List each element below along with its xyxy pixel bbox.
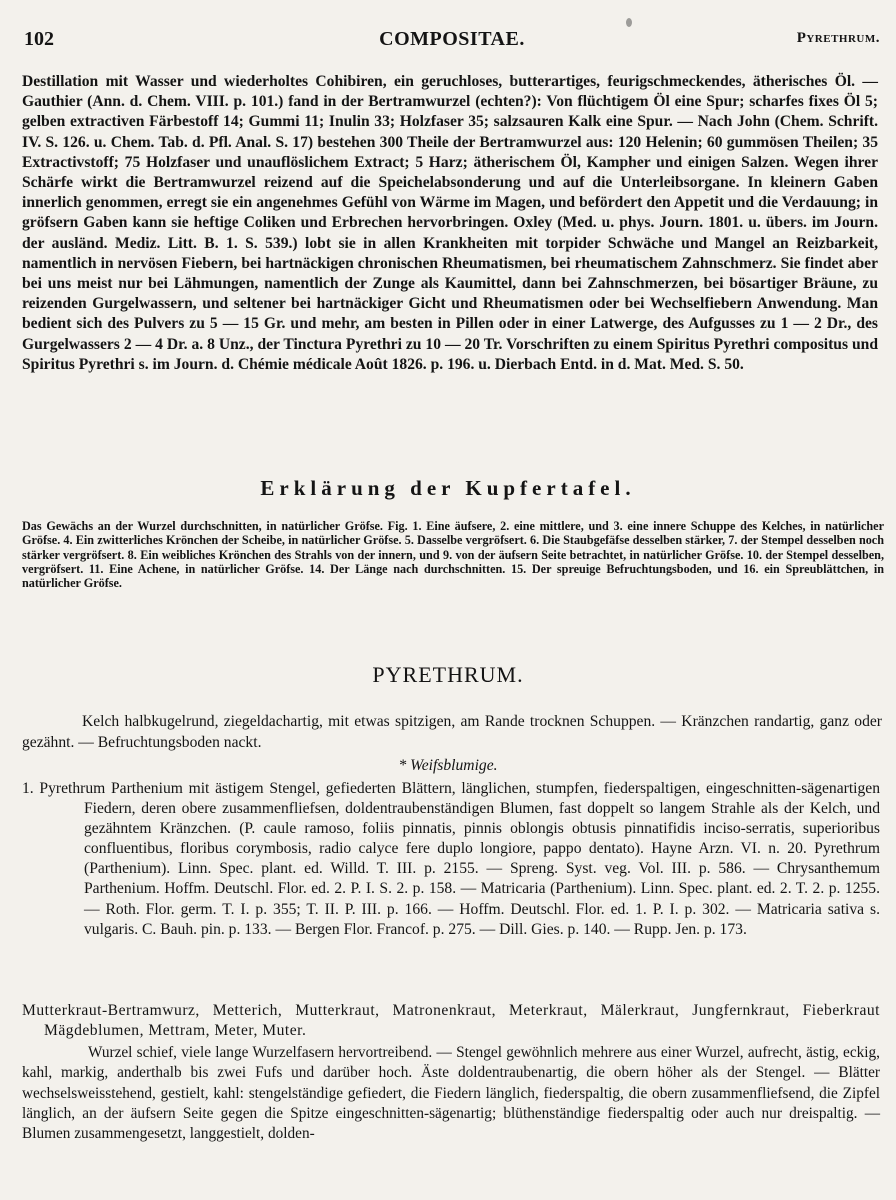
page-number: 102 <box>24 28 54 50</box>
running-section-name: Pyrethrum. <box>796 30 880 46</box>
page-header <box>24 28 880 54</box>
plate-text: Das Gewächs an der Wurzel durchschnitten, in natürlicher Gröfse. Fig. 1. Eine äufsere, 2. eine mittlere, und 3. eine innere Schuppe des Kelches, in natürlicher Gröfse. 4. Ein zwitterliches Krönchen der Scheibe, in natürlicher Gröfse. 5. Dasselbe vergröfsert. 6. Die Staubgefäfse desselben stärker, 7. der Stempel desselben noch stärker vergröfsert. 8. Ein weibliches Krönchen des Strahls von der innern, und 9. von der äufsern Seite betrachtet, in natürlicher Gröfse. 10. der Stempel desselben, vergröfsert. 11. Eine Achene, in natürlicher Gröfse. 14. Der Länge nach durchschnitten. 15. Der spreuige Befruchtungsboden, und 16. ein Spreublättchen, in natürlicher Gröfse. <box>22 519 884 591</box>
species-entry-text: 1. Pyrethrum Parthenium mit ästigem Stengel, gefiederten Blättern, länglichen, stumpfen, fiederspaltigen, eingeschnitten-sägenartigen Fiedern, deren obere zusammenfliefsen, doldentraubenständigen Blumen, fast doppelt so langem Strahle als der Kelch, und gezähntem Kränzchen. (P. caule ramoso, foliis pinnatis, pinnis oblongis obtusis pinnatifidis inciso-serratis, superioribus confluentibus, floribus corymbosis, radio calyce fere duplo longiore, pappo dentato). Hayne Arzn. VI. n. 20. Pyrethrum (Parthenium). Linn. Spec. plant. ed. Willd. T. III. p. 2155. — Spreng. Syst. veg. Vol. III. p. 586. — Chrysanthemum Parthenium. Hoffm. Deutschl. Flor. ed. 2. P. I. S. 2. p. 158. — Matricaria (Parthenium). Linn. Spec. plant. ed. 2. T. 2. p. 1255. — Roth. Flor. germ. T. I. p. 355; T. II. P. III. p. 166. — Hoffm. Deutschl. Flor. ed. 1. P. I. p. 302. — Matricaria sativa s. vulgaris. C. Bauh. pin. p. 133. — Bergen Flor. Francof. p. 275. — Dill. Gies. p. 140. — Rupp. Jen. p. 173. <box>22 780 880 938</box>
intro-text: Destillation mit Wasser und wiederholtes Cohibiren, ein geruchloses, butterartiges, feurigschmeckendes, ätherisches Öl. — Gauthier (Ann. d. Chem. VIII. p. 101.) fand in der Bertramwurzel (echten?): Von flüchtigem Öl eine Spur; scharfes fixes Öl 5; gelben extractiven Färbestoff 14; Gummi 11; Inulin 33; Holzfaser 35; salzsauren Kalk eine Spur. — Nach John (Chem. Schrift. IV. S. 126. u. Chem. Tab. d. Pfl. Anal. S. 17) bestehen 300 Theile der Bertramwurzel aus: 120 Helenin; 60 gummösen Theilen; 35 Extractivstoff; 75 Holzfaser und unauflöslichem Extract; 5 Harz; ätherischem Öl, Kampher und einigen Salzen. Wegen ihrer Schärfe wirkt die Bertramwurzel reizend auf die Speichelabsonderung und auf die Unterleibsorgane. In kleinern Gaben innerlich genommen, erregt sie ein angenehmes Gefühl von Wärme im Magen, und befördert den Appetit und die Verdauung; in gröfsern Gaben kann sie heftige Coliken und Erbrechen hervorbringen. Oxley (Med. u. phys. Journ. 1801. u. übers. im Journ. der ausländ. Mediz. Litt. B. 1. S. 539.) lobt sie in allen Krankheiten mit torpider Schwäche und Mangel an Reizbarkeit, namentlich in nervösen Fiebern, bei hartnäckigen chronischen Rheumatismen, bei rheumatischem Zahnschmerz. Sie findet aber bei uns meist nur bei Lähmungen, namentlich der Zunge als Kaumittel, dann bei Zahnschmerzen, bei bösartiger Bräune, zu reizenden Gurgelwassern, und seltener bei hartnäckiger Gicht und Rheumatismen oder bei Wechselfiebern Anwendung. Man bedient sich des Pulvers zu 5 — 15 Gr. und mehr, am besten in Pillen oder in einer Latwerge, des Aufgusses zu 1 — 2 Dr., des Gurgelwassers 2 — 4 Dr. a. 8 Unz., der Tinctura Pyrethri zu 10 — 20 Tr. Vorschriften zu einem Spiritus Pyrethri compositus und Spiritus Pyrethri s. im Journ. d. Chémie médicale Août 1826. p. 196. u. Dierbach Entd. in d. Mat. Med. S. 50. <box>22 73 878 373</box>
subgroup-label: * Weifsblumige. <box>398 757 498 774</box>
running-title: COMPOSITAE. <box>379 28 525 50</box>
description-text: Wurzel schief, viele lange Wurzelfasern hervortreibend. — Stengel gewöhnlich mehrere aus einer Wurzel, aufrecht, ästig, eckig, kahl, markig, anderthalb bis zwei Fufs und darüber hoch. Äste doldentraubenartig, die obern höher als der Stengel. — Blätter wechselsweisstehend, gestielt, kahl: stengelständige gefiedert, die Fiedern länglich, fiederspaltig, die obern zusammenfliefsend, die Zipfel länglich, an der äufsern Seite gegen die Spitze eingeschnitten-sägenartig; blüthenständige fiederspaltig oder auch nur dreispaltig. — Blumen zusammengesetzt, langgestielt, dolden- <box>22 1044 880 1143</box>
plate-heading: Erklärung der Kupfertafel. <box>260 476 636 500</box>
common-names-text: Mutterkraut-Bertramwurz, Metterich, Mutterkraut, Matronenkraut, Meterkraut, Mälerkraut, Jungfernkraut, Fieberkraut Mägdeblumen, Mettram, Meter, Muter. <box>22 1002 880 1040</box>
genus-description <box>22 712 882 753</box>
plate-explanation <box>22 519 884 590</box>
description-paragraph <box>22 1043 880 1144</box>
genus-title: PYRETHRUM. <box>372 662 524 687</box>
common-names <box>22 1001 880 1041</box>
intro-paragraph <box>22 72 878 375</box>
print-speck <box>626 18 632 27</box>
species-entry <box>22 779 880 940</box>
genus-description-text: Kelch halbkugelrund, ziegeldachartig, mit etwas spitzigen, am Rande trocknen Schuppen. — Kränzchen randartig, ganz oder gezähnt. — Befruchtungsboden nackt. <box>22 713 882 751</box>
